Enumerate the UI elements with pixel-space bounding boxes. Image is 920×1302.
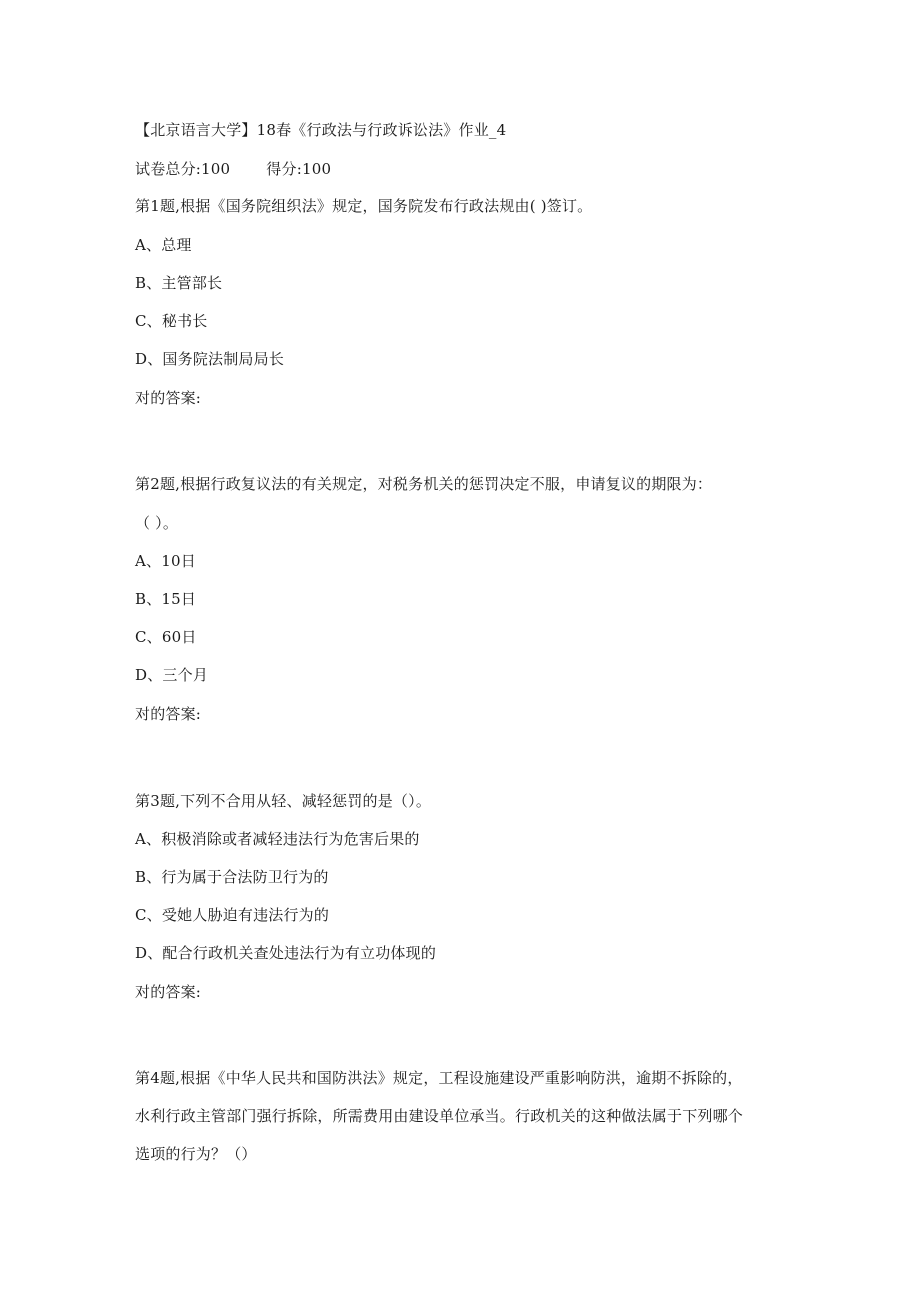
question-4-stem-cont-2: 选项的行为？（） xyxy=(135,1145,257,1163)
question-2-stem-cont: （ ）。 xyxy=(135,514,179,532)
obtained-score: 得分:100 xyxy=(266,160,332,178)
question-1-option-b: B、主管部长 xyxy=(135,274,223,292)
question-2-option-b: B、15日 xyxy=(135,590,197,608)
total-score: 试卷总分:100 xyxy=(135,160,231,178)
question-2-stem: 第2题,根据行政复议法的有关规定，对税务机关的惩罚决定不服，申请复议的期限为： xyxy=(135,475,713,493)
question-2-option-a: A、10日 xyxy=(135,552,196,570)
document-title: 【北京语言大学】18春《行政法与行政诉讼法》作业_4 xyxy=(135,121,507,139)
question-1-option-d: D、国务院法制局局长 xyxy=(135,350,285,368)
question-3-option-c: C、受她人胁迫有违法行为的 xyxy=(135,906,330,924)
question-2-answer-label: 对的答案: xyxy=(135,705,202,723)
question-1-option-c: C、秘书长 xyxy=(135,312,208,330)
question-1-option-a: A、总理 xyxy=(135,236,192,254)
question-1-answer-label: 对的答案: xyxy=(135,389,202,407)
question-1-stem: 第1题,根据《国务院组织法》规定，国务院发布行政法规由( )签订。 xyxy=(135,197,593,215)
question-3-stem: 第3题,下列不合用从轻、减轻惩罚的是（）。 xyxy=(135,792,432,810)
question-3-option-b: B、行为属于合法防卫行为的 xyxy=(135,868,329,886)
question-4-stem-cont-1: 水利行政主管部门强行拆除，所需费用由建设单位承当。行政机关的这种做法属于下列哪个 xyxy=(135,1107,744,1125)
question-3-answer-label: 对的答案: xyxy=(135,983,202,1001)
question-3-option-a: A、积极消除或者减轻违法行为危害后果的 xyxy=(135,830,420,848)
question-2-option-d: D、三个月 xyxy=(135,666,209,684)
question-2-option-c: C、60日 xyxy=(135,628,197,646)
question-3-option-d: D、配合行政机关查处违法行为有立功体现的 xyxy=(135,944,437,962)
score-summary xyxy=(135,159,331,179)
question-4-stem: 第4题,根据《中华人民共和国防洪法》规定，工程设施建设严重影响防洪，逾期不拆除的， xyxy=(135,1069,743,1087)
